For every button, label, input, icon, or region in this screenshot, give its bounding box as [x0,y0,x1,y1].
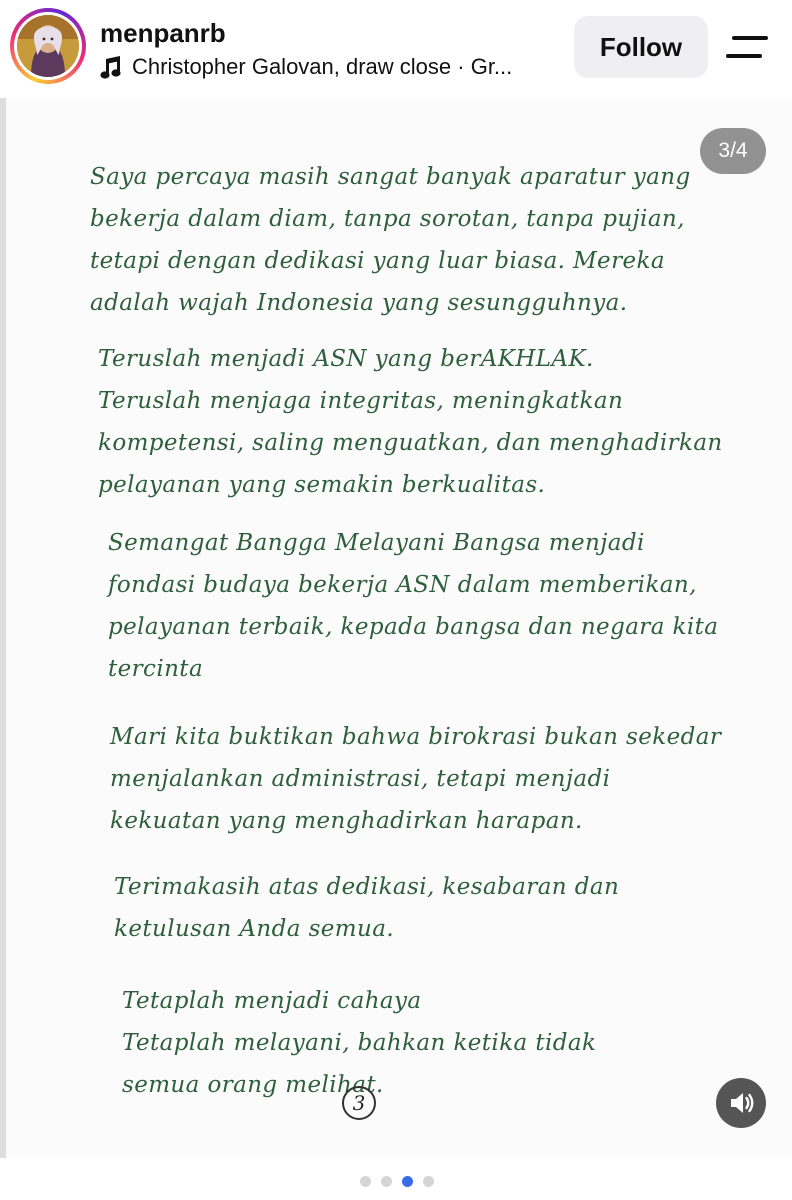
note-line: kekuatan yang menghadirkan harapan. [110,808,583,834]
note-line: Teruslah menjadi ASN yang berAKHLAK. [98,346,594,372]
note-line: Saya percaya masih sangat banyak aparatur yang [90,164,691,190]
carousel-dot[interactable] [360,1176,371,1187]
note-line: tercinta [108,656,204,682]
note-paragraph [114,866,790,950]
slide-counter: 3/4 [700,128,766,174]
note-paragraph [98,338,790,506]
note-line: Teruslah menjaga integritas, meningkatkan [98,388,624,414]
note-line: Terimakasih atas dedikasi, kesabaran dan [114,874,620,900]
note-line: Semangat Bangga Melayani Bangsa menjadi [108,530,645,556]
note-line: kompetensi, saling menguatkan, dan menghadirkan [98,430,723,456]
note-line: semua orang melihat. [122,1072,384,1098]
speaker-icon [716,1078,766,1128]
username[interactable]: menpanrb [100,18,226,48]
note-paragraph [122,980,790,1106]
carousel-dot[interactable] [381,1176,392,1187]
follow-button[interactable]: Follow [574,16,708,78]
note-line: tetapi dengan dedikasi yang luar biasa. Mereka [90,248,665,274]
note-paragraph [108,522,790,690]
note-paragraph [110,716,790,842]
avatar[interactable] [17,15,79,77]
carousel-dot[interactable] [423,1176,434,1187]
note-paragraph [90,156,790,324]
note-line: Mari kita buktikan bahwa birokrasi bukan sekedar [110,724,722,750]
note-line: ketulusan Anda semua. [114,916,395,942]
note-line: bekerja dalam diam, tanpa sorotan, tanpa pujian, [90,206,685,232]
note-line: Tetaplah menjadi cahaya [122,988,422,1014]
story-ring[interactable] [10,8,86,84]
avatar-image [17,15,79,77]
note-line: fondasi budaya bekerja ASN dalam memberikan, [108,572,697,598]
post-header [0,0,792,96]
note-line: Tetaplah melayani, bahkan ketika tidak [122,1030,597,1056]
music-note-icon [100,56,122,80]
sound-toggle-button[interactable] [716,1078,766,1128]
note-line: adalah wajah Indonesia yang sesungguhnya. [90,290,628,316]
carousel-dot[interactable] [402,1176,413,1187]
post-photo[interactable] [0,98,792,1158]
menu-icon[interactable] [726,30,772,64]
page-number: 3 [342,1086,376,1120]
handwritten-note [90,156,790,1106]
note-line: menjalankan administrasi, tetapi menjadi [110,766,611,792]
audio-title: Christopher Galovan, draw close · Gr... [132,54,513,79]
audio-attribution[interactable] [100,54,560,82]
note-line: pelayanan terbaik, kepada bangsa dan negara kita [108,614,719,640]
carousel-indicator [360,1176,440,1188]
note-line: pelayanan yang semakin berkualitas. [98,472,546,498]
